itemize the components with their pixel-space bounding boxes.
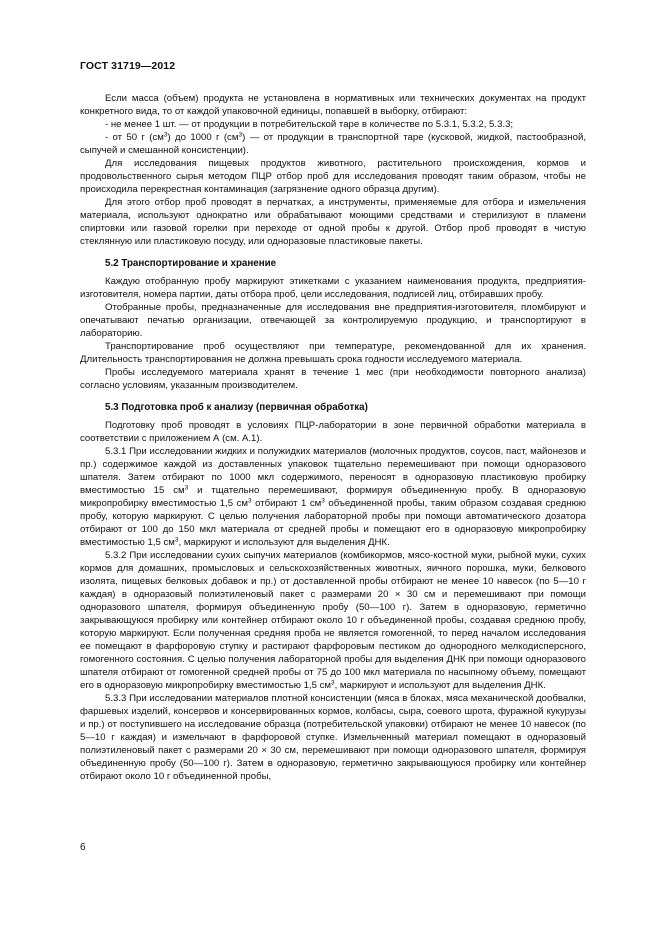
superscript-3: 3 [174,536,179,544]
paragraph: Подготовку проб проводят в условиях ПЦР-лаборатории в зоне первичной обработки материала в соответствии с приложением А (см. А.1). [80,420,586,444]
paragraph: Транспортирование проб осуществляют при температуре, рекомендованной для их хранения. Длительность транспортирования не должна превышать срока годности исследуемого материала. [80,341,586,365]
paragraph-5-3-3: 5.3.3 При исследовании материалов плотной консистенции (мяса в блоках, мяса механической дообвалки, фаршевых изделий, консервов и консервированных кормов, колбасы, сыра, соевого шрота, фуражной кукурузы и пр.) от поступившего на исследование образца (потребительской упаковки) отбирают не менее 10 навесок (по 5—10 г каждая) и измельчают в фарфоровой ступке. Измельченный материал помещают в одноразовый полиэтиленовый пакет с размерами 20 × 30 см, перемешивают при помощи одноразового шпателя, формируя объединенную пробу (50—100 г). Затем в одноразовую, герметично закрывающуюся пробирку или контейнер отбирают около 10 г объединенной пробы, [80,693,586,782]
paragraph: Каждую отобранную пробу маркируют этикетками с указанием наименования продукта, предприятия-изготовителя, номера партии, даты отбора проб, цели исследования, подписей лиц, отбиравших пробу. [80,276,586,300]
superscript-3: 3 [163,131,168,139]
list-item: - не менее 1 шт. — от продукции в потребительской таре в количестве по 5.3.1, 5.3.2, 5.3.3; [105,119,514,130]
section-heading-5-3: 5.3 Подготовка проб к анализу (первичная обработка) [105,402,368,413]
superscript-3: 3 [247,497,252,505]
superscript-3: 3 [184,484,189,492]
superscript-3: 3 [238,131,243,139]
superscript-3: 3 [321,497,325,505]
paragraph: Отобранные пробы, предназначенные для исследования вне предприятия-изготовителя, пломбируют и опечатывают печатью организации, отвечающей за контролируемую продукцию, и транспортируют в лабораторию. [80,302,586,339]
standard-header: ГОСТ 31719—2012 [80,60,176,72]
page-number: 6 [80,842,86,853]
paragraph-5-3-2: 5.3.2 При исследовании сухих сыпучих материалов (комбикормов, мясо-костной муки, рыбной муки, сухих кормов для домашних, промысловых и сельскохозяйственных животных, яичного порошка, муки, белкового изолята, пищевых белковых добавок и пр.) от доставленной пробы отбирают не менее 10 навесок (по 5—10 г каждая) в одноразовый полиэтиленовый пакет с размерами 20 × 30 см и перемешивают при помощи одноразового шпателя, формируя объединенную пробу (50—100 г). Затем в одноразовую, герметично закрывающуюся пробирку или контейнер отбирают около 10 г объединенной пробы, создавая среднюю пробу, которую маркируют. Если полученная средняя проба не является гомогенной, то перед началом исследования ее помещают в фарфоровую ступку и растирают фарфоровым пестиком до однородного мелкодисперсного, гомогенного состояния. С целью получения лабораторной пробы для выделения ДНК при помощи одноразового шпателя отбирают от гомогенной средней пробы от 75 до 100 мкл материала по насыпному объему, помещают его в одноразовую микропробирку вместимостью 1,5 $см^3$, маркируют и используют для выделения ДНК. [80,550,586,691]
paragraph: Если масса (объем) продукта не установлена в нормативных или технических документах на продукт конкретного вида, то от каждой упаковочной единицы, попавшей в выборку, отбирают: [80,93,586,117]
paragraph: Для этого отбор проб проводят в перчатках, а инструменты, применяемые для отбора и измельчения материала, используют однократно или обрабатывают моющими средствами и стерилизуют в пламени спиртовки или газовой горелки при переходе от одной пробы к другой. Отбор проб проводят в чистую стеклянную или пластиковую посуду, или одноразовые пластиковые пакеты. [80,197,586,247]
document-body [80,92,586,783]
paragraph: Для исследования пищевых продуктов животного, растительного происхождения, кормов и продовольственного сырья методом ПЦР отбор проб для исследования проводят таким образом, чтобы не происходила перекрестная контаминация (загрязнение одного образца другим). [80,158,586,195]
section-heading-5-2: 5.2 Транспортирование и хранение [105,258,277,269]
paragraph: Пробы исследуемого материала хранят в течение 1 мес (при необходимости повторного анализа) согласно условиям, указанным производителем. [80,367,586,391]
superscript-3: 3 [330,679,335,687]
paragraph-5-3-1: 5.3.1 При исследовании жидких и полужидких материалов (молочных продуктов, соусов, паст, майонезов и пр.) содержимое каждой из доставленных упаковок тщательно перемешивают при помощи одноразового шпателя. Затем отбирают по 1000 мкл содержимого, переносят в одноразовую пластиковую пробирку вместимостью 15 $см^3$ и тщательно перемешивают, формируя объединенную пробу. В одноразовую микропробирку вместимостью 1,5 $см^3$ отбирают 1 $см^3$ объединенной пробы, таким образом создавая среднюю пробу, которую маркируют. С целью получения лабораторной пробы при помощи автоматического дозатора отбирают от 100 до 150 мкл материала от средней пробы и помещают его в одноразовую микропробирку вместимостью 1,5 $см^3$, маркируют и используют для выделения ДНК. [80,446,586,548]
list-item: - от 50 г $(см^3)$ до 1000 г $(см^3)$ — от продукции в транспортной таре (кусковой, жидкой, пастообразной, сыпучей и смешанной консистенции). [80,131,586,156]
